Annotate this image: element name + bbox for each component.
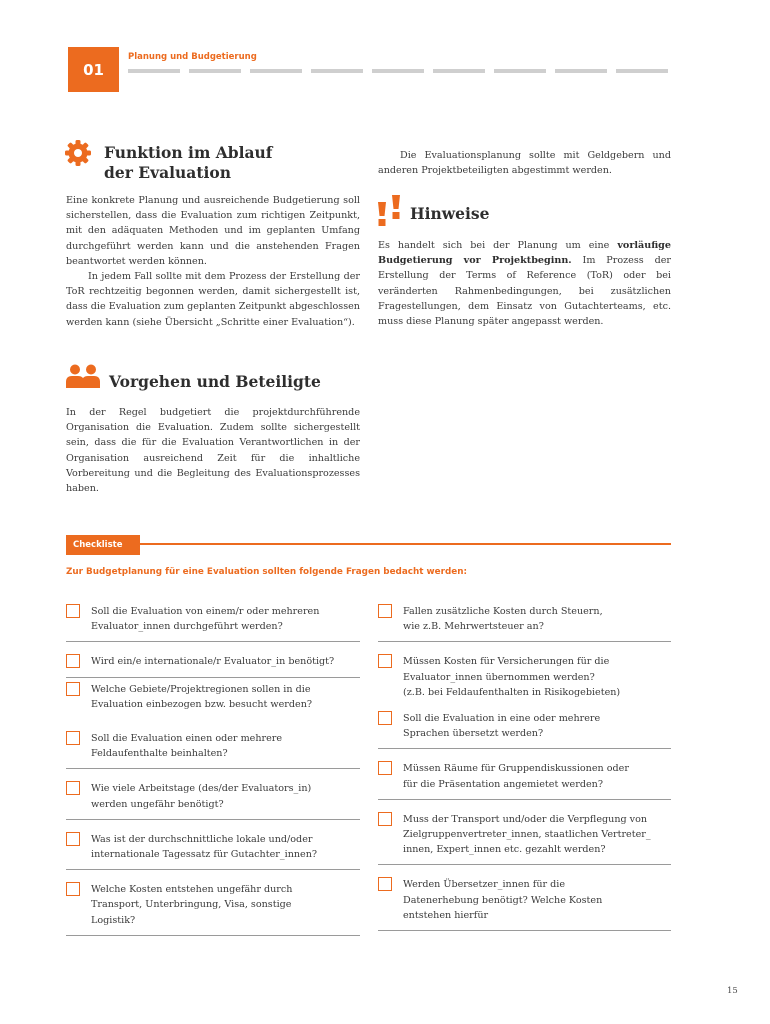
checklist-item-text: Müssen Räume für Gruppendiskussionen oder für die Präsentation angemietet werden? (403, 763, 629, 790)
checklist-item-text: Wie viele Arbeitstage (des/der Evaluators_in) werden ungefähr benötigt? (91, 783, 312, 810)
checkbox[interactable] (66, 731, 80, 745)
checkbox[interactable] (378, 812, 392, 826)
gear-icon (64, 139, 92, 167)
right-intro-paragraph: Die Evaluationsplanung sollte mit Geldgebern und anderen Projektbeteiligten abgestimmt werden. (378, 150, 671, 177)
checkbox[interactable] (66, 682, 80, 696)
hinweise-heading: Hinweise (410, 204, 490, 223)
checklist-item-text: Werden Übersetzer_innen für die Datenerhebung benötigt? Welche Kosten entstehen hierfür (403, 879, 603, 921)
checklist-item-text: Welche Kosten entstehen ungefähr durch Transport, Unterbringung, Visa, sonstige Logistik? (91, 884, 293, 926)
funktion-text (66, 193, 360, 330)
right-intro-text (378, 148, 671, 178)
checkbox[interactable] (378, 654, 392, 668)
vorgehen-paragraph: In der Regel budgetiert die projektdurchführende Organisation die Evaluation. Zudem sollte sichergestellt sein, dass die für die Evaluation Verantwortlichen in der Organisation ausreichend Zeit für die inhaltliche Vorbereitung und die Begleitung des Evaluationsprozesses haben. (66, 407, 360, 495)
checklist-item-text: Müssen Kosten für Versicherungen für die Evaluator_innen übernommen werden? (z.B. bei Feldaufenthalten in Risikogebieten) (403, 656, 621, 698)
checklist-item[interactable] (66, 828, 360, 870)
hinweise-text (378, 238, 671, 329)
checkbox[interactable] (66, 604, 80, 618)
chapter-number: 01 (68, 47, 119, 92)
progress-segment (433, 69, 485, 73)
checklist-item-text: Muss der Transport und/oder die Verpflegung von Zielgruppenvertreter_innen, staatlichen Vertreter_ innen, Expert_innen etc. gezahlt werden? (403, 813, 651, 856)
checklist-item-text: Was ist der durchschnittliche lokale und/oder internationale Tagessatz für Gutachter_innen? (91, 833, 318, 861)
checklist-item[interactable] (66, 650, 360, 677)
section-title: Planung und Budgetierung (128, 52, 257, 62)
vorgehen-text (66, 405, 360, 496)
checklist-item[interactable] (66, 878, 360, 936)
checklist-item[interactable] (378, 650, 671, 707)
progress-segment (189, 69, 241, 73)
hinweise-paragraph (378, 238, 671, 329)
checklist-item-text: Wird ein/e internationale/r Evaluator_in benötigt? (91, 656, 335, 668)
checkbox[interactable] (378, 761, 392, 775)
funktion-heading (104, 143, 272, 183)
checkbox[interactable] (378, 711, 392, 725)
funktion-heading-line2: der Evaluation (104, 163, 231, 182)
checklist-item-text: Soll die Evaluation einen oder mehrere Feldaufenthalte beinhalten? (91, 733, 283, 760)
hinweise-emphasis: vorläufige Budgetierung vor Projektbeginn. (378, 240, 671, 267)
checkbox[interactable] (66, 832, 80, 846)
progress-segment (494, 69, 546, 73)
checklist-item[interactable] (66, 678, 360, 719)
progress-segment (372, 69, 424, 73)
progress-segment (616, 69, 668, 73)
checklist-item-text: Soll die Evaluation von einem/r oder mehreren Evaluator_innen durchgeführt werden? (91, 606, 320, 633)
checklist-item[interactable] (66, 600, 360, 642)
checklist-item[interactable] (378, 873, 671, 931)
funktion-paragraph: In jedem Fall sollte mit dem Prozess der Erstellung der ToR rechtzeitig begonnen werden, damit sichergestellt ist, dass die Evaluation zum geplanten Zeitpunkt abgeschlossen werden kann (siehe Übersicht „Schritte einer Evaluation“). (66, 271, 360, 328)
funktion-heading-line1: Funktion im Ablauf (104, 143, 273, 162)
checklist-item[interactable] (378, 600, 671, 642)
checklist-item[interactable] (378, 808, 671, 866)
vorgehen-heading: Vorgehen und Beteiligte (109, 372, 321, 391)
checklist-item[interactable] (378, 707, 671, 749)
checklist-right-column (378, 600, 671, 931)
progress-segment (250, 69, 302, 73)
checklist-item[interactable] (66, 777, 360, 819)
people-icon (66, 364, 100, 388)
hinweise-text-start: Es handelt sich bei der Planung um eine (378, 240, 618, 251)
checklist-intro: Zur Budgetplanung für eine Evaluation sollten folgende Fragen bedacht werden: (66, 567, 467, 577)
exclamation-icon (377, 194, 403, 228)
hinweise-text-end: Im Prozess der Erstellung der Terms of Reference (ToR) oder bei veränderten Rahmenbedingungen, bei zusätzlichen Fragestellungen, dem Einsatz von Gutachterteams, etc. muss diese Planung später angepasst werden. (378, 255, 671, 328)
progress-segment (128, 69, 180, 73)
progress-segment (555, 69, 607, 73)
page-number: 15 (727, 986, 738, 996)
checklist-item[interactable] (66, 727, 360, 769)
progress-segment (311, 69, 363, 73)
checklist-divider (140, 543, 671, 545)
checkbox[interactable] (378, 604, 392, 618)
checklist-item-text: Soll die Evaluation in eine oder mehrere Sprachen übersetzt werden? (403, 713, 601, 740)
checklist-item-text: Welche Gebiete/Projektregionen sollen in die Evaluation einbezogen bzw. besucht werden? (91, 683, 313, 710)
checkbox[interactable] (66, 781, 80, 795)
checklist-item-text: Fallen zusätzliche Kosten durch Steuern, wie z.B. Mehrwertsteuer an? (403, 606, 603, 633)
checkbox[interactable] (66, 654, 80, 668)
checklist-tag: Checkliste (66, 535, 140, 555)
checklist-item[interactable] (378, 757, 671, 799)
section-progress (128, 69, 668, 73)
checklist-left-column (66, 600, 360, 936)
checkbox[interactable] (378, 877, 392, 891)
checkbox[interactable] (66, 882, 80, 896)
funktion-paragraph: Eine konkrete Planung und ausreichende Budgetierung soll sicherstellen, dass die Evaluation zum richtigen Zeitpunkt, mit den adäquaten Methoden und im geplanten Umfang durchgeführt werden kann und die anstehenden Fragen beantwortet werden können. (66, 195, 360, 267)
